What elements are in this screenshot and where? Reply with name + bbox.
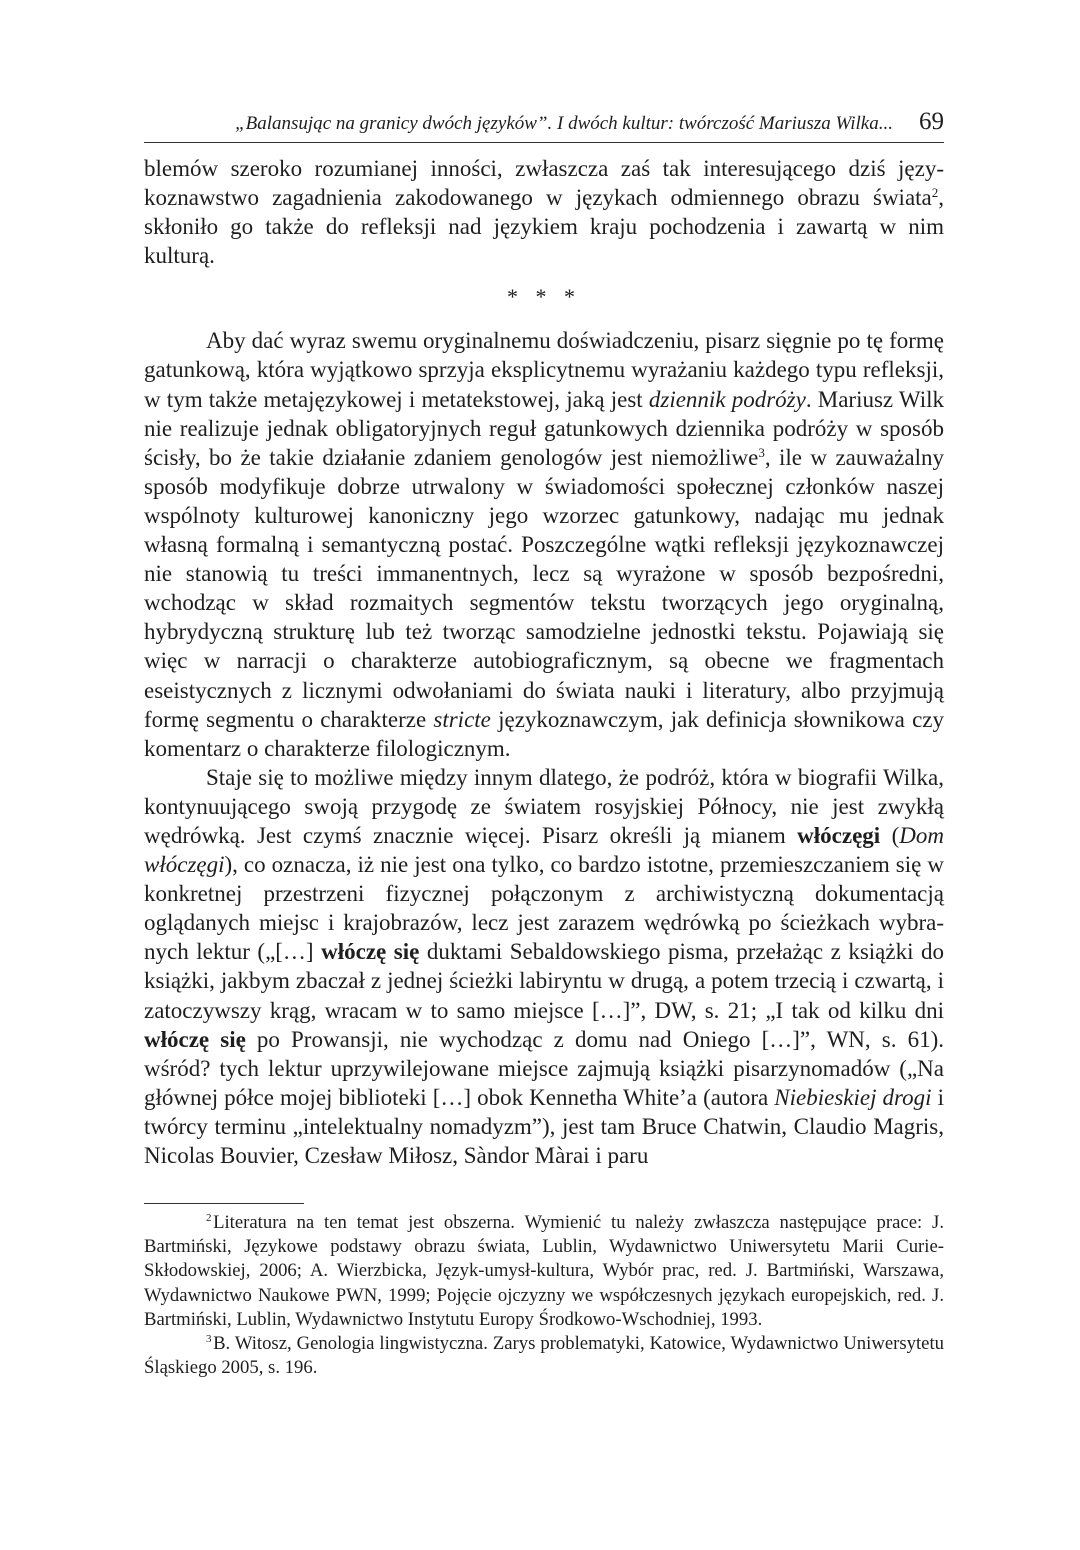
page-content [144,108,944,1170]
footnote-number: 3 [206,1333,212,1346]
paragraph-1 [144,154,944,270]
text-run: duktami Sebaldowskiego pisma, przełażąc z książki do książki, jakbym zbaczał z jednej ścieżki labiryntu w drugą, a potem trzecią i czwartą, i zatoczywszy krąg, wracam w to samo miejsce […]”, DW, s. 21; „I tak od kilku dni [144,939,944,1023]
text-run: po Prowansji, nie wychodząc z domu nad Oniego […]”, WN, s. 61). wśród? tych lektur uprzywilejowane miejsce zajmują książki pisarzynomadów („Na głównej półce mojej biblioteki […] obok Kennetha White’a (autora [144,1026,944,1110]
text-run: Staje się to możliwe między innym dlatego, że podróż, która w biografii Wilka, kontynuującego swoją przygodę ze światem rosyjskiej Północy, nie jest zwykłą wędrówką. Jest czymś znacznie więcej. Pisarz określi ją mianem [144,764,944,848]
running-header [144,108,944,143]
footnote-2 [144,1211,944,1332]
footnotes [144,1211,944,1380]
footnote-text: Literatura na ten temat jest obszerna. Wymienić tu należy zwłaszcza następujące prace: J. Bartmiński, Językowe podstawy obrazu świata, Lublin, Wydawnictwo Uniwersytetu Marii Curie-Skłodowskiej, 2006; A. Wierzbicka, Język-umysł-kultura, Wybór prac, red. J. Bartmiński, Warszawa, Wydawnictwo Naukowe PWN, 1999; Pojęcie ojczyzny we współczesnych językach europejskich, red. J. Bartmiński, Lublin, Wydawnictwo Instytutu Europy Środkowo-Wschodniej, 1993. [144,1212,944,1330]
text-run: i twórcy terminu „intelektualny nomadyzm”), jest tam Bruce Chatwin, Claudio Magris, Nicolas Bouvier, Czesław Miłosz, Sàndor Màrai i paru [144,1084,944,1168]
text-run: ), co oznacza, iż nie jest ona tylko, co bardzo istotne, przemieszczaniem się w konkretnej przestrzeni fizycznej połączonym z archiwistyczną dokumentacją oglądanych miejsc i krajobrazów, lecz jest zarazem wędrówką po ścieżkach wybranych lektur („[…] [144,852,944,965]
section-separator: * * * [507,284,581,310]
text-run: ( [880,822,900,848]
footnote-3 [144,1332,944,1380]
bold-term: włóczę się [321,939,420,965]
body-text [144,154,944,1170]
italic-term: stricte [433,706,491,732]
italic-term: Niebieskiej drogi [774,1084,932,1110]
paragraph-2 [144,326,944,762]
running-title: „Balansując na granicy dwóch języków”. I dwóch kultur: twórczość Mariusza Wilka... [235,113,893,134]
text-run: blemów szeroko rozumianej inności, zwłaszcza zaś tak interesującego dziś językoznawstwo zagadnienia zakodowanego w językach odmiennego obrazu świata [144,156,944,211]
footnote-number: 2 [206,1212,212,1224]
footnote-divider [144,1203,304,1204]
bold-term: włóczę się [144,1026,246,1052]
text-run: , ile w zauważalny sposób modyfikuje dobrze utrwalony w świadomości społecznej członków naszej wspólnoty kulturowej kanoniczny jego wzorzec gatunkowy, nadając mu jednak własną formalną i semantyczną postać. Poszczególne wątki refleksji językoznawczej nie stanowią tu treści immanentnych, lecz są wyrażone w sposób bezpośredni, wchodząc w skład rozmaitych segmentów tekstu tworzących jego oryginalną, hybrydyczną strukturę lub też tworząc samodzielne jednostki tekstu. Pojawiają się więc w narracji o charakterze autobiograficznym, są obecne we fragmentach eseistycznych z licznymi odwołaniami do świata nauki i literatury, albo przyjmują formę segmentu o charakterze [144,444,944,732]
italic-term: dziennik podróży [648,386,806,412]
footnote-ref-2[interactable]: 2 [931,185,939,201]
text-run: . Mariusz Wilk nie realizuje jednak obligatoryjnych reguł gatunkowych dziennika podróży w sposób ścisły, bo że takie działanie zdaniem genologów jest niemożliwe [144,386,944,470]
footnote-text: B. Witosz, Genologia lingwistyczna. Zarys problematyki, Katowice, Wydawnictwo Uniwersytetu Śląskiego 2005, s. 196. [144,1333,944,1379]
text-run: językoznawczym, jak definicja słownikowa czy komentarz o charakterze filologicznym. [144,706,944,761]
bold-term: włóczęgi [797,822,881,848]
page-number: 69 [919,108,944,135]
paragraph-3 [144,763,944,1170]
text-run: , skłoniło go także do refleksji nad językiem kraju pochodzenia i zawartą w nim kulturą. [144,185,944,269]
italic-term: Dom włóczęgi [144,822,944,878]
footnote-ref-3[interactable]: 3 [758,444,765,460]
text-run: Aby dać wyraz swemu oryginalnemu doświadczeniu, pisarz sięgnie po tę formę gatunkową, która wyjątkowo sprzyja eksplicytnemu wyrażaniu każdego typu refleksji, w tym także metajęzykowej i metatekstowej, jaką jest [144,328,944,412]
